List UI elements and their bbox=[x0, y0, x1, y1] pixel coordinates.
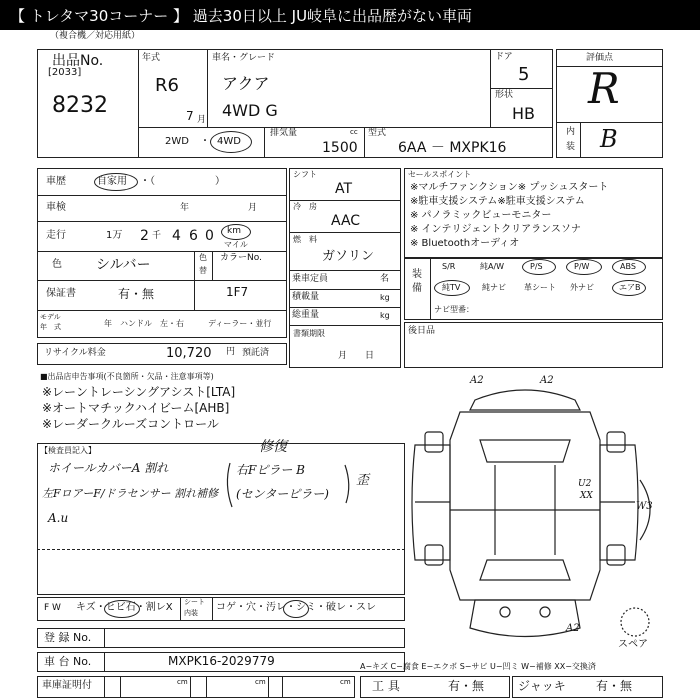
sales-point-5: ※ Bluetoothオーディオ bbox=[410, 238, 520, 249]
displacement-unit: cc bbox=[350, 128, 358, 136]
parking-cm-2: cm bbox=[255, 678, 266, 686]
shift-value: AT bbox=[335, 181, 353, 197]
equip-navi: 純ナビ bbox=[482, 283, 506, 292]
spare-label: スペア bbox=[618, 639, 648, 650]
type-label: 型式 bbox=[368, 128, 387, 138]
seat-items: コゲ・穴・汚レ・シミ・破レ・スレ bbox=[216, 602, 376, 613]
lot-tag: [2033] bbox=[48, 67, 82, 78]
mileage-d4: 6 bbox=[189, 228, 198, 244]
model-name: アクア bbox=[222, 74, 270, 93]
load-unit: kg bbox=[380, 293, 390, 302]
later-date-box bbox=[404, 322, 663, 368]
equip-ps: P/S bbox=[530, 262, 543, 271]
drive-2wd: 2WD bbox=[165, 136, 189, 147]
model-type-label-1: モデル bbox=[40, 313, 61, 321]
car-outline bbox=[412, 390, 650, 637]
equipment-label-2: 備 bbox=[412, 283, 422, 294]
exhibitor-item-1: ※レーントレーシングアシスト[LTA] bbox=[42, 385, 236, 399]
inspector-right-2: (センターピラー) bbox=[236, 487, 329, 501]
registration-row bbox=[37, 628, 405, 648]
mileage-mile: マイル bbox=[224, 240, 248, 249]
tools-value: 有・無 bbox=[448, 679, 485, 693]
exhibitor-item-2: ※オートマチックハイビーム[AHB] bbox=[42, 401, 230, 415]
mileage-d2: 2 bbox=[140, 228, 149, 244]
rating-value: R bbox=[588, 64, 620, 113]
shape-label: 形状 bbox=[495, 90, 514, 100]
diagram-mark-5: W3 bbox=[636, 501, 653, 512]
year-label: 年式 bbox=[142, 53, 161, 63]
shape-value: HB bbox=[512, 104, 536, 123]
later-date-label: 後日品 bbox=[408, 326, 436, 336]
diagram-mark-2: A2 bbox=[540, 375, 554, 386]
mileage-d5: 0 bbox=[205, 228, 214, 244]
model-type-handle: ハンドル 左・右 bbox=[120, 319, 184, 328]
equip-tv: 純TV bbox=[442, 283, 461, 292]
doors-label: ドア bbox=[495, 52, 513, 62]
jack-label: ジャッキ bbox=[518, 679, 566, 693]
year-value: R6 bbox=[155, 75, 179, 96]
navi-model-label: ナビ型番： bbox=[434, 305, 474, 314]
aircon-value: AAC bbox=[331, 213, 361, 229]
inspector-mark: 歪 bbox=[356, 473, 370, 488]
inspector-label: 【検査員記入】 bbox=[40, 446, 96, 455]
equip-aw: 純A/W bbox=[480, 262, 505, 271]
weight-unit: kg bbox=[380, 311, 390, 320]
load-label: 積載量 bbox=[292, 292, 320, 302]
interior-label-2: 装 bbox=[566, 142, 576, 152]
lot-number: 8232 bbox=[52, 93, 108, 118]
inspector-bracket bbox=[220, 455, 400, 515]
sales-points-label: セールスポイント bbox=[408, 170, 472, 179]
recycle-note: 預託済 bbox=[242, 348, 270, 358]
equip-pw: P/W bbox=[574, 262, 590, 271]
inspection-month: 月 bbox=[248, 203, 258, 213]
fw-label: F W bbox=[44, 603, 61, 613]
history-label: 車歴 bbox=[46, 176, 66, 187]
doors-value: 5 bbox=[518, 64, 530, 85]
spec-table bbox=[289, 168, 401, 368]
aircon-label: 冷 房 bbox=[293, 202, 317, 211]
drive-4wd: 4WD bbox=[217, 136, 241, 147]
warranty-value: 有・無 bbox=[118, 287, 155, 301]
chassis-value: MXPK16-2029779 bbox=[168, 654, 275, 668]
sales-point-1: ※マルチファンクション※ プッシュスタート bbox=[410, 182, 609, 193]
capacity-label: 乗車定員 bbox=[292, 274, 329, 284]
equipment-label-1: 装 bbox=[412, 269, 422, 280]
color-change-2: 替 bbox=[199, 266, 207, 275]
sales-point-4: ※ インテリジェントクリアランスソナ bbox=[410, 224, 581, 235]
mileage-man: 1万 bbox=[106, 230, 123, 241]
model-label: 車名・グレード bbox=[212, 53, 276, 63]
parking-cert-label: 車庫証明付 bbox=[42, 680, 92, 691]
equip-airbag: エアB bbox=[619, 283, 641, 292]
equip-abs: ABS bbox=[620, 262, 636, 271]
seat-label-2: 内装 bbox=[184, 609, 198, 617]
mileage-km: km bbox=[227, 226, 241, 236]
interior-label-1: 内 bbox=[566, 127, 576, 137]
rating-label: 評価点 bbox=[586, 53, 614, 63]
fuel-label: 燃 料 bbox=[293, 235, 317, 244]
sales-point-2: ※駐車支援システム※駐車支援システム bbox=[410, 196, 585, 207]
color-label: 色 bbox=[52, 259, 62, 270]
displacement-label: 排気量 bbox=[270, 128, 298, 138]
recycle-unit: 円 bbox=[226, 347, 236, 357]
warranty-label: 保証書 bbox=[46, 288, 76, 299]
color-code: 1F7 bbox=[226, 285, 249, 299]
recycle-value: 10,720 bbox=[166, 346, 212, 361]
subnote: （複合機／対応用紙） bbox=[50, 31, 141, 41]
lot-label: 出品No. bbox=[52, 53, 104, 69]
year-month: 7 bbox=[186, 109, 194, 123]
recycle-label: リサイクル料金 bbox=[44, 348, 106, 358]
model-type-year: 年 bbox=[104, 319, 112, 328]
color-code-label: カラーNo. bbox=[220, 253, 262, 263]
equip-sr: S/R bbox=[442, 262, 456, 271]
parking-cm-3: cm bbox=[340, 678, 351, 686]
inspector-right-1: 右Fピラー B bbox=[236, 463, 305, 477]
exhibitor-header: ■出品店申告事項(不良箇所・欠品・注意事項等) bbox=[40, 372, 214, 381]
model-type-dealer: ディーラー・並行 bbox=[208, 319, 272, 328]
diagram-mark-1: A2 bbox=[470, 375, 484, 386]
inspection-label: 車検 bbox=[46, 202, 66, 213]
fw-items: キズ・ヒビ石・割レX bbox=[76, 602, 173, 613]
model-grade: 4WD G bbox=[222, 101, 278, 120]
interior-value: B bbox=[600, 125, 618, 153]
inspector-line-1: ホイールカバーA 割れ bbox=[48, 461, 169, 475]
seat-label-1: シート bbox=[184, 598, 205, 606]
inspection-year: 年 bbox=[180, 203, 190, 213]
color-change-1: 色 bbox=[199, 253, 207, 262]
seat-circle bbox=[283, 600, 309, 618]
mileage-d3: 4 bbox=[172, 228, 181, 244]
model-type-label-2: 年 式 bbox=[40, 323, 61, 331]
inspector-line-2: 左FロアーF/ドラセンサー 割れ補修 bbox=[42, 487, 219, 500]
fw-circle bbox=[104, 600, 140, 618]
jack-value: 有・無 bbox=[596, 679, 633, 693]
type-value: 6AA － MXPK16 bbox=[398, 140, 507, 156]
equip-leather: 革シート bbox=[524, 283, 556, 292]
tools-label: 工 具 bbox=[372, 679, 400, 693]
inspector-line-3: A.u bbox=[48, 511, 69, 525]
history-rest: ・（ ） bbox=[140, 176, 225, 187]
exhibitor-item-3: ※レーダークルーズコントロール bbox=[42, 417, 219, 431]
parking-cm-1: cm bbox=[177, 678, 188, 686]
deadline-label: 書類期限 bbox=[293, 329, 325, 338]
weight-label: 総重量 bbox=[292, 310, 320, 320]
capacity-unit: 名 bbox=[380, 274, 390, 284]
history-value: 自家用 bbox=[97, 176, 127, 187]
car-diagram bbox=[405, 370, 665, 665]
mileage-sen: 千 bbox=[152, 231, 162, 241]
drive-dot: ・ bbox=[200, 136, 210, 147]
diagram-mark-6: A2 bbox=[566, 623, 580, 634]
legend: A−キズ C−腐食 E−エクボ S−サビ U−凹ミ W−補修 XX−交換済 bbox=[360, 662, 596, 671]
equip-ext-navi: 外ナビ bbox=[570, 283, 594, 292]
inspector-repair: 修復 bbox=[259, 439, 287, 455]
deadline-unit: 月 日 bbox=[338, 351, 375, 361]
chassis-label: 車 台 No. bbox=[44, 655, 92, 668]
color-value: シルバー bbox=[96, 257, 151, 273]
mileage-label: 走行 bbox=[46, 230, 66, 241]
year-month-unit: 月 bbox=[197, 115, 207, 125]
fuel-value: ガソリン bbox=[322, 249, 375, 264]
sales-point-3: ※ パノラミックビューモニター bbox=[410, 210, 552, 221]
registration-label: 登 録 No. bbox=[44, 631, 92, 644]
shift-label: シフト bbox=[293, 170, 317, 179]
displacement-value: 1500 bbox=[322, 140, 358, 156]
diagram-mark-4: XX bbox=[580, 491, 593, 501]
banner: 【 トレタマ30コーナー 】 過去30日以上 JU岐阜に出品歴がない車両 bbox=[0, 0, 700, 30]
diagram-mark-3: U2 bbox=[578, 479, 592, 489]
